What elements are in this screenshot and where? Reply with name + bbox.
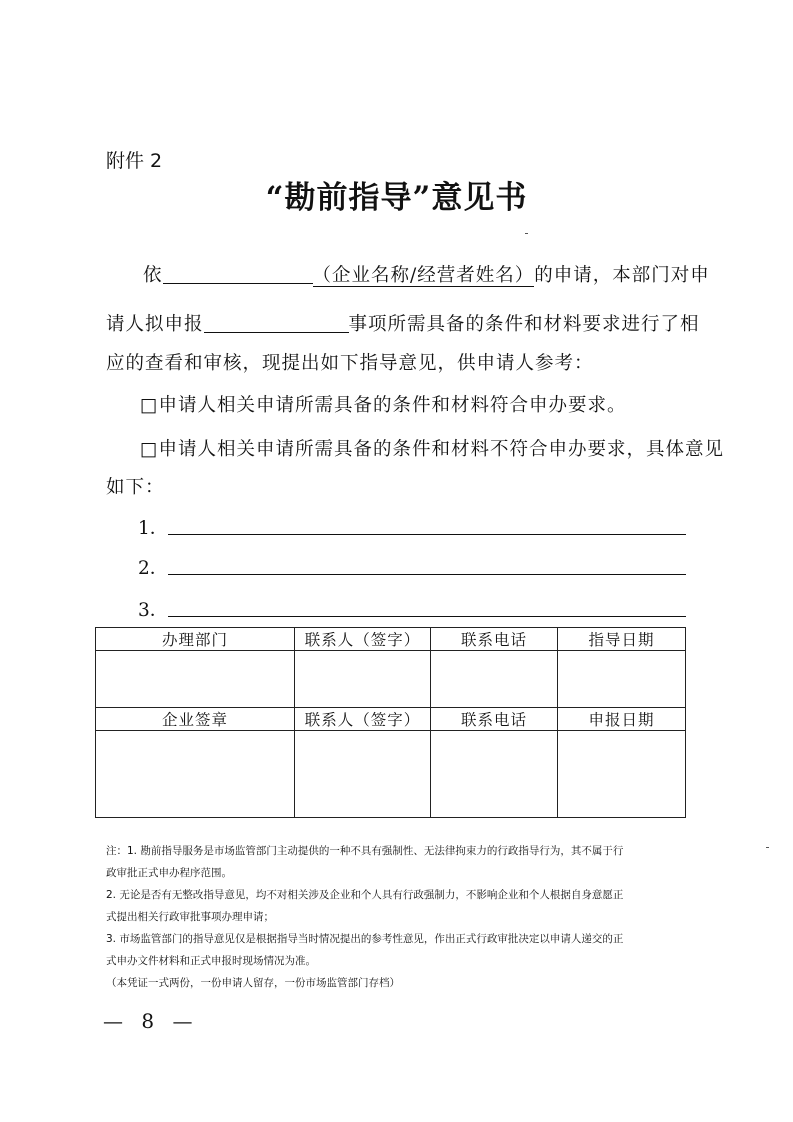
- body-line-1-suffix: 的申请，本部门对申: [534, 265, 710, 286]
- signature-table: [95, 627, 686, 818]
- scan-mark: [766, 847, 769, 848]
- table-cell: [431, 731, 558, 818]
- table-header-cell: 申报日期: [558, 708, 686, 731]
- opinion-item-number: 1．: [138, 518, 169, 539]
- body-line-2: [106, 310, 700, 336]
- note-line: 2. 无论是否有无整改指导意见，均不对相关涉及企业和个人具有行政强制力，不影响企业和个人根据自身意愿正: [106, 889, 624, 901]
- body-line-2-prefix: 请人拟申报: [106, 314, 204, 335]
- note-line: 3. 市场监管部门的指导意见仅是根据指导当时情况提出的参考性意见，作出正式行政审批决定以申请人递交的正: [106, 933, 624, 945]
- scan-mark: [525, 233, 528, 234]
- note-line: （本凭证一式两份，一份申请人留存，一份市场监管部门存档）: [106, 977, 400, 989]
- table-cell: [295, 731, 431, 818]
- page-number: — 8 —: [103, 1009, 199, 1033]
- body-line-1-prefix: 依: [143, 265, 163, 286]
- opinion-item-2: [138, 554, 698, 578]
- table-header-cell: 办理部门: [96, 628, 295, 651]
- note-line: 式提出相关行政审批事项办理申请；: [106, 911, 274, 923]
- opinion-item-line: [168, 616, 686, 617]
- matter-blank: [204, 312, 349, 333]
- opinion-item-line: [168, 574, 686, 575]
- table-header-cell: 企业签章: [96, 708, 295, 731]
- option-noncompliant-cont: 如下：: [106, 477, 165, 498]
- document-title: “勘前指导”意见书: [265, 180, 528, 216]
- opinion-item-3: [138, 596, 698, 620]
- table-row: [96, 628, 686, 651]
- note-line: 注：1. 勘前指导服务是市场监管部门主动提供的一种不具有强制性、无法律拘束力的行政指导行为，其不属于行: [106, 845, 624, 857]
- table-cell: [558, 651, 686, 708]
- company-name-hint: （企业名称/经营者姓名）: [312, 265, 535, 286]
- table-header-cell: 联系电话: [431, 628, 558, 651]
- table-header-cell: 联系电话: [431, 708, 558, 731]
- table-header-cell: 联系人（签字）: [295, 628, 431, 651]
- opinion-item-number: 2．: [138, 558, 169, 579]
- body-line-1: [143, 261, 710, 287]
- body-line-2-suffix: 事项所需具备的条件和材料要求进行了相: [348, 314, 700, 335]
- table-header-cell: 联系人（签字）: [295, 708, 431, 731]
- body-line-3: 应的查看和审核，现提出如下指导意见，供申请人参考：: [106, 353, 594, 374]
- opinion-item-number: 3．: [138, 600, 169, 621]
- table-cell: [96, 731, 295, 818]
- note-line: 式申办文件材料和正式申报时现场情况为准。: [106, 955, 316, 967]
- notes-section: [106, 840, 696, 994]
- table-row: [96, 731, 686, 818]
- table-header-cell: 指导日期: [558, 628, 686, 651]
- opinion-item-1: [138, 514, 698, 538]
- option-compliant: □申请人相关申请所需具备的条件和材料符合申办要求。: [140, 395, 627, 416]
- table-cell: [295, 651, 431, 708]
- note-line: 政审批正式申办程序范围。: [106, 867, 232, 879]
- attachment-label: 附件 2: [106, 150, 163, 172]
- table-cell: [96, 651, 295, 708]
- opinion-item-line: [168, 534, 686, 535]
- table-row: [96, 651, 686, 708]
- table-cell: [558, 731, 686, 818]
- option-noncompliant: □申请人相关申请所需具备的条件和材料不符合申办要求，具体意见: [140, 439, 724, 460]
- table-cell: [431, 651, 558, 708]
- table-row: [96, 708, 686, 731]
- company-name-blank: [163, 263, 313, 284]
